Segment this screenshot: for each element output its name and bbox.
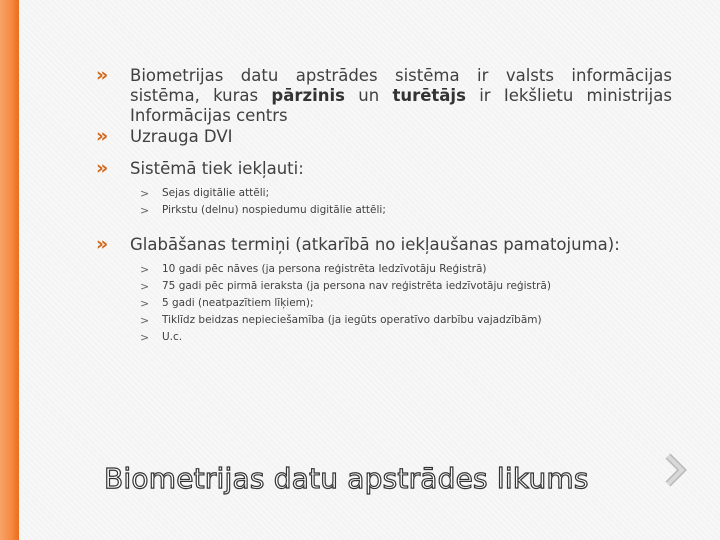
bold-term-holder: turētājs — [392, 86, 466, 105]
slide-content — [96, 66, 672, 346]
slide-title: Biometrijas datu apstrādes likums — [104, 462, 589, 495]
bullet-supervisor — [96, 127, 672, 147]
bold-term-owner: pārzinis — [271, 86, 345, 105]
list-item — [140, 261, 672, 278]
bullet-system-owner — [96, 66, 672, 126]
list-item-text: 5 gadi (neatpazītiem līķiem); — [162, 297, 314, 309]
sub-bullet-marker: > — [140, 280, 150, 293]
list-item-text: 75 gadi pēc pirmā ieraksta (ja persona nav reģistrēta iedzīvotāju reģistrā) — [162, 280, 551, 292]
sub-bullet-marker: > — [140, 331, 150, 344]
list-item — [140, 202, 672, 219]
bullet-marker: » — [96, 125, 109, 147]
list-item — [140, 312, 672, 329]
sub-bullet-marker: > — [140, 314, 150, 327]
bullet-retention-periods — [96, 235, 672, 255]
list-item-text: Tiklīdz beidzas nepieciešamība (ja iegūts operatīvo darbību vajadzībām) — [162, 314, 542, 326]
sub-bullet-marker: > — [140, 297, 150, 310]
list-item — [140, 295, 672, 312]
sub-bullet-marker: > — [140, 263, 150, 276]
bullet-text: Uzrauga DVI — [130, 127, 233, 146]
chevron-right-icon[interactable] — [660, 452, 690, 488]
list-item-text: Pirkstu (delnu) nospiedumu digitālie attēli; — [162, 204, 386, 216]
bullet-text: Biometrijas datu apstrādes sistēma ir valsts informācijas sistēma, kuras — [130, 66, 672, 105]
list-item — [140, 185, 672, 202]
included-data-list — [140, 185, 672, 219]
list-item-text: Sejas digitālie attēli; — [162, 187, 270, 199]
list-item — [140, 329, 672, 346]
retention-periods-list — [140, 261, 672, 346]
bullet-marker: » — [96, 157, 109, 179]
bullet-text: Sistēmā tiek iekļauti: — [130, 159, 304, 178]
bullet-included-data — [96, 159, 672, 179]
bullet-text: Glabāšanas termiņi (atkarībā no iekļaušanas pamatojuma): — [130, 235, 620, 254]
bullet-text: un — [344, 86, 393, 105]
bullet-marker: » — [96, 233, 109, 255]
list-item-text: 10 gadi pēc nāves (ja persona reģistrēta Iedzīvotāju Reģistrā) — [162, 263, 487, 275]
bullet-text: ir Iekšlietu ministrijas Informācijas centrs — [130, 86, 672, 125]
accent-bar — [0, 0, 19, 540]
list-item — [140, 278, 672, 295]
list-item-text: U.c. — [162, 331, 183, 343]
sub-bullet-marker: > — [140, 187, 150, 200]
bullet-marker: » — [96, 64, 109, 86]
sub-bullet-marker: > — [140, 204, 150, 217]
